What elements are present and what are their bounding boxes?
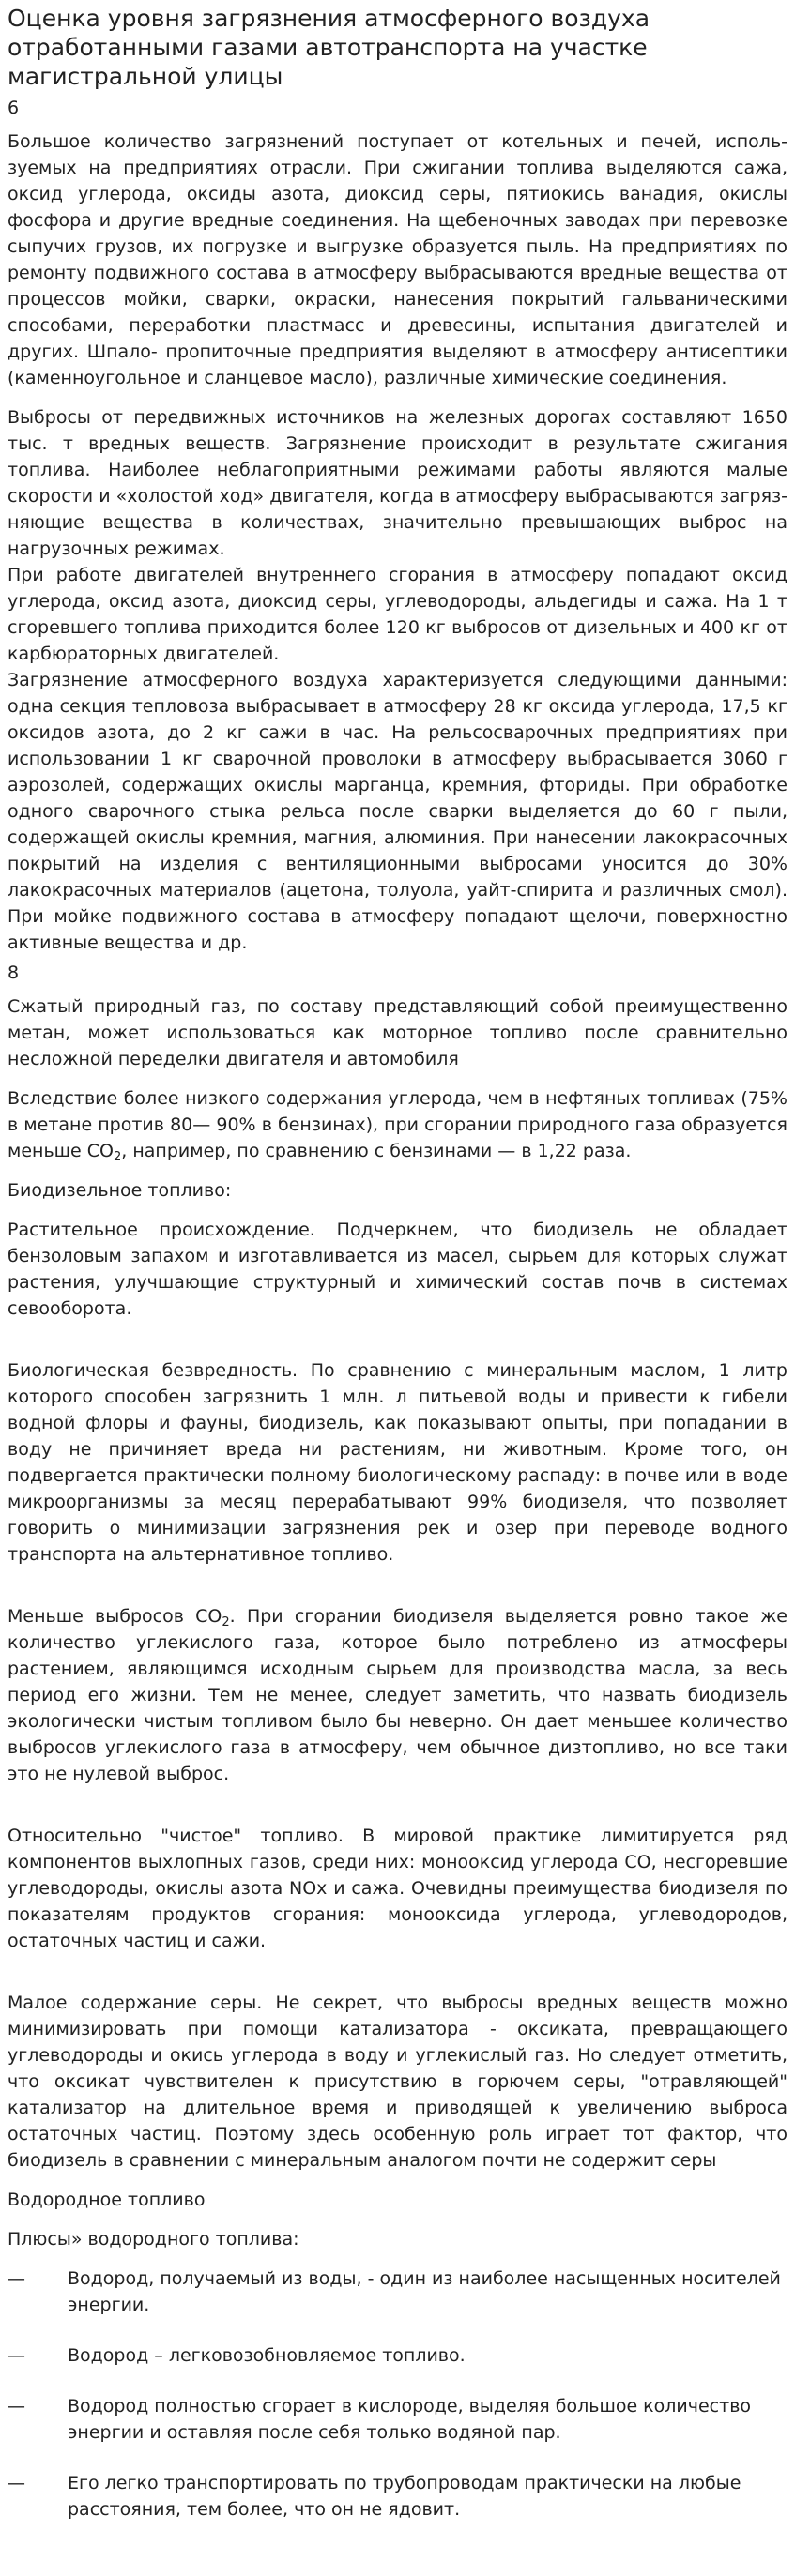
page-number-8: 8 xyxy=(8,962,20,983)
less-co2-subscript: 2 xyxy=(222,1615,230,1629)
less-co2-text-start: Меньше выбросов CO xyxy=(8,1606,222,1627)
list-item-text: Водород полностью сгорает в кислороде, выделяя большое количество энергии и оставляя после себя только водяной пар. xyxy=(68,2396,752,2443)
list-item xyxy=(8,2265,787,2318)
paragraph-low-sulfur: Малое содержание серы. Не секрет, что выбросы вредных веществ можно минимизировать при помощи катализатора - оксиката, превращающего углеводороды и окись углерода в воду и углекислый газ. Но следует отметить, что оксикат чувствителен к присутствию в горючем серы, "отравляющей" катализатор на длительное время и приводящей к увеличению выброса остаточных частиц. Поэтому здесь особенную роль играет тот фактор, что биодизель в сравнении с минеральным аналогом почти не содержит серы xyxy=(8,1993,787,2171)
list-item-text: Водород – легковозобновляемое топливо. xyxy=(68,2345,466,2366)
paragraph-boiler-emissions: Большое количество загрязнений поступает от котельных и печей, исполь-зуемых на предприятиях отрасли. При сжигании топлива выделяются сажа, оксид углерода, оксиды азота, диоксид серы, пятиокись ванадия, окислы фосфора и другие вредные соединения. На щебеночных заводах при перевозке сыпучих грузов, их погрузке и выгрузке образуется пыль. На предприятиях по ремонту подвижного состава в атмосферу выбрасываются вредные вещества от процессов мойки, сварки, окраски, нанесения покрытий гальваническими способами, переработки пластмасс и древесины, испытания двигателей и других. Шпало- пропиточные предприятия выделяют в атмосферу антисептики (каменноугольное и сланцевое масло), различные химические соединения. xyxy=(8,131,787,388)
heading-hydrogen-pros: Плюсы» водородного топлива: xyxy=(8,2229,299,2250)
list-item-text: Водород, получаемый из воды, - один из наиболее насыщенных носителей энергии. xyxy=(68,2268,781,2315)
co2-subscript: 2 xyxy=(113,1150,122,1164)
paragraph-plant-origin: Растительное происхождение. Подчеркнем, что биодизель не обладает бензоловым запахом и изготавливается из масел, сырьем для которых служат растения, улучшающие структурный и химический состав почв в системах севооборота. xyxy=(8,1220,787,1319)
paragraph-less-co2 xyxy=(8,1603,787,1787)
paragraph-ice-engines: При работе двигателей внутреннего сгорания в атмосферу попадают оксид углерода, оксид азота, диоксид серы, углеводороды, альдегиды и сажа. На 1 т сгоревшего топлива приходится более 120 кг выбросов от дизельных и 400 кг от карбюраторных двигателей. xyxy=(8,565,787,664)
page-title: Оценка уровня загрязнения атмосферного воздуха отработанными газами автотранспорта на участке магистральной улицы xyxy=(8,5,650,90)
list-item xyxy=(8,2393,787,2446)
heading-biodiesel: Биодизельное топливо: xyxy=(8,1180,232,1201)
paragraph-clean-fuel: Относительно "чистое" топливо. В мировой практике лимитируется ряд компонентов выхлопных газов, среди них: монооксид углерода СО, несгоревшие углеводороды, окислы азота NOx и сажа. Очевидны преимущества биодизеля по показателям продуктов сгорания: монооксида углерода, углеводородов, остаточных частиц и сажи. xyxy=(8,1826,787,1951)
co2-text-end: , например, по сравнению с бензинами — в 1,22 раза. xyxy=(121,1141,632,1161)
paragraph-pollution-data: Загрязнение атмосферного воздуха характеризуется следующими данными: одна секция тепловоза выбрасывает в атмосферу 28 кг оксида углерода, 17,5 кг оксидов азота, до 2 кг сажи в час. На рельсосварочных предприятиях при использовании 1 кг сварочной проволоки в атмосферу выбрасывается 3060 г аэрозолей, содержащих окислы марганца, кремния, фториды. При обработке одного сварочного стыка рельса после сварки выделяется до 60 г пыли, содержащей окислы кремния, магния, алюминия. При нанесении лакокрасочных покрытий на изделия с вентиляционными выбросами уносится до 30% лакокрасочных материалов (ацетона, толуола, уайт-спирита и различных смол). При мойке подвижного состава в атмосферу попадают щелочи, поверхностно активные вещества и др. xyxy=(8,670,787,953)
list-dash: — xyxy=(8,2268,25,2289)
paragraph-mobile-sources: Выбросы от передвижных источников на железных дорогах составляют 1650 тыс. т вредных веществ. Загрязнение происходит в результате сжигания топлива. Наиболее неблагоприятными режимами работы являются малые скорости и «холостой ход» двигателя, когда в атмосферу выбрасываются загряз-няющие вещества в количествах, значительно превышающих выброс на нагрузочных режимах. xyxy=(8,407,787,559)
paragraph-carbon-content xyxy=(8,1085,787,1164)
co2-text-start: Вследствие более низкого содержания углерода, чем в нефтяных топливах (75% в метане против 80— 90% в бензинах), при сгорании природного газа образуется меньше CO xyxy=(8,1088,787,1161)
list-dash: — xyxy=(8,2473,25,2493)
paragraph-bio-safety: Биологическая безвредность. По сравнению с минеральным маслом, 1 литр которого способен загрязнить 1 млн. л питьевой воды и привести к гибели водной флоры и фауны, биодизель, как показывают опыты, при попадании в воду не причиняет вреда ни растениям, ни животным. Кроме того, он подвергается практически полному биологическому распаду: в почве или в воде микроорганизмы за месяц перерабатывают 99% биодизеля, что позволяет говорить о минимизации загрязнения рек и озер при переводе водного транспорта на альтернативное топливо. xyxy=(8,1360,787,1565)
list-item xyxy=(8,2470,787,2523)
list-item-text: Его легко транспортировать по трубопроводам практически на любые расстояния, тем более, что он не ядовит. xyxy=(68,2473,741,2520)
list-dash: — xyxy=(8,2396,25,2417)
list-item xyxy=(8,2342,787,2369)
paragraph-natural-gas: Сжатый природный газ, по составу представляющий собой преимущественно метан, может использоваться как моторное топливо после сравнительно несложной переделки двигателя и автомобиля xyxy=(8,996,787,1069)
less-co2-text-end: . При сгорании биодизеля выделяется ровно такое же количество углекислого газа, которое было потреблено из атмосферы растением, являющимся исходным сырьем для производства масла, за весь период его жизни. Тем не менее, следует заметить, что назвать биодизель экологически чистым топливом было бы неверно. Он дает меньшее количество выбросов углекислого газа в атмосферу, чем обычное дизтопливо, но все таки это не нулевой выброс. xyxy=(8,1606,788,1784)
page-number-6: 6 xyxy=(8,98,20,118)
list-dash: — xyxy=(8,2345,25,2366)
heading-hydrogen: Водородное топливо xyxy=(8,2190,206,2210)
